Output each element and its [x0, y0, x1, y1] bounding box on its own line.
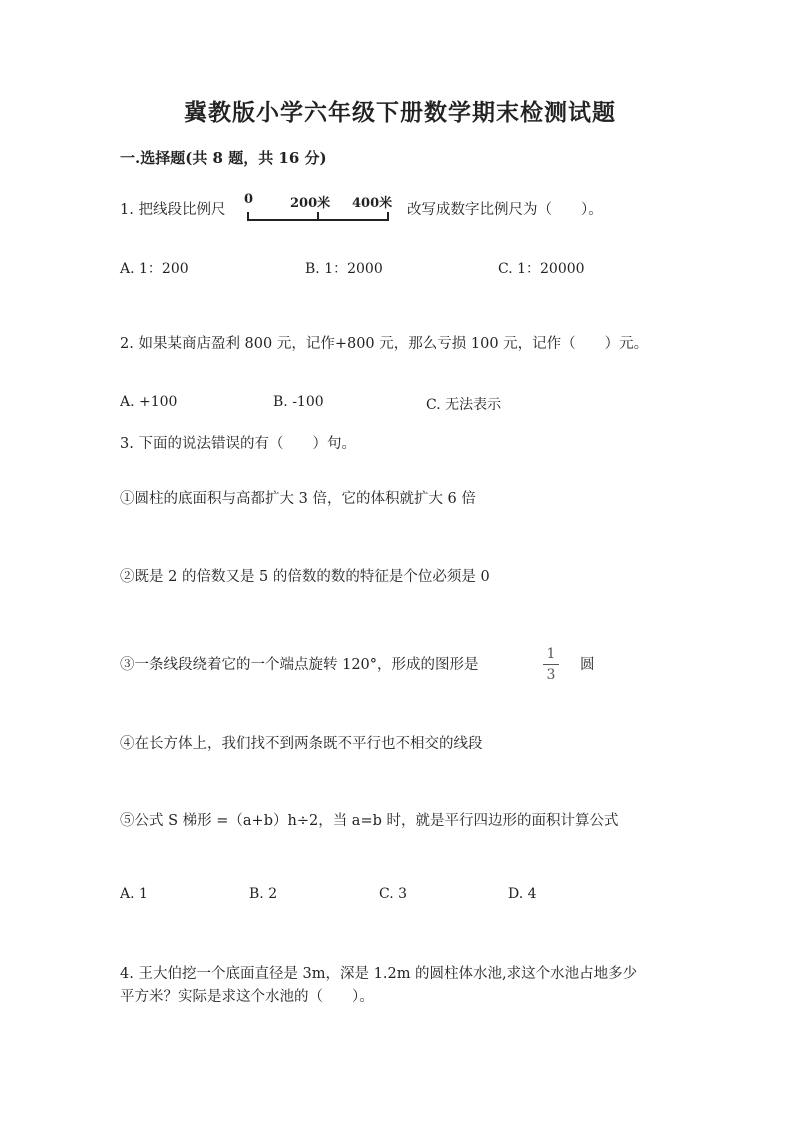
q2-option-c: C. 无法表示	[426, 397, 502, 413]
q3-option-a: A. 1	[120, 886, 148, 902]
scale-label-400: 400米	[352, 196, 393, 211]
section-heading: 一.选择题(共 8 题，共 16 分)	[120, 149, 327, 167]
q3-statement-4: ④在长方体上，我们找不到两条既不平行也不相交的线段	[120, 736, 483, 752]
line-scale-figure	[240, 190, 400, 226]
scale-label-0: 0	[244, 192, 254, 207]
q2-option-a: A. +100	[120, 394, 178, 410]
q3-statement-1: ①圆柱的底面积与高都扩大 3 倍，它的体积就扩大 6 倍	[120, 491, 476, 507]
q3-statement-3-tail: 圆	[580, 657, 595, 673]
q1-text-before: 1. 把线段比例尺	[120, 202, 226, 218]
q3-statement-3: ③一条线段绕着它的一个端点旋转 120°，形成的图形是	[120, 657, 479, 673]
q4-line-2: 平方米？实际是求这个水池的（ ）。	[120, 989, 374, 1005]
q3-text: 3. 下面的说法错误的有（ ）句。	[120, 436, 356, 452]
q3-statement-2: ②既是 2 的倍数又是 5 的倍数的数的特征是个位必须是 0	[120, 569, 490, 585]
q1-option-c: C. 1：20000	[498, 261, 585, 277]
fraction-numerator: 1	[546, 646, 556, 662]
q3-option-c: C. 3	[379, 886, 408, 902]
page-title: 冀教版小学六年级下册数学期末检测试题	[184, 99, 616, 126]
q3-option-b: B. 2	[249, 886, 278, 902]
scale-label-200: 200米	[290, 196, 331, 211]
q1-option-a: A. 1：200	[120, 261, 189, 277]
q1-text-after: 改写成数字比例尺为（ ）。	[407, 202, 603, 218]
fraction-denominator: 3	[546, 667, 556, 683]
q2-text: 2. 如果某商店盈利 800 元，记作+800 元，那么亏损 100 元，记作（ ）元。	[120, 336, 649, 352]
q1-option-b: B. 1：2000	[305, 261, 383, 277]
q3-option-d: D. 4	[508, 886, 537, 902]
q3-statement-5: ⑤公式 S 梯形 =（a+b）h÷2，当 a=b 时，就是平行四边形的面积计算公式	[120, 813, 619, 829]
fraction-one-third	[541, 646, 561, 683]
fraction-bar	[543, 664, 559, 665]
q4-line-1: 4. 王大伯挖一个底面直径是 3m，深是 1.2m 的圆柱体水池,求这个水池占地多少	[120, 966, 638, 982]
q2-option-b: B. -100	[273, 394, 324, 410]
